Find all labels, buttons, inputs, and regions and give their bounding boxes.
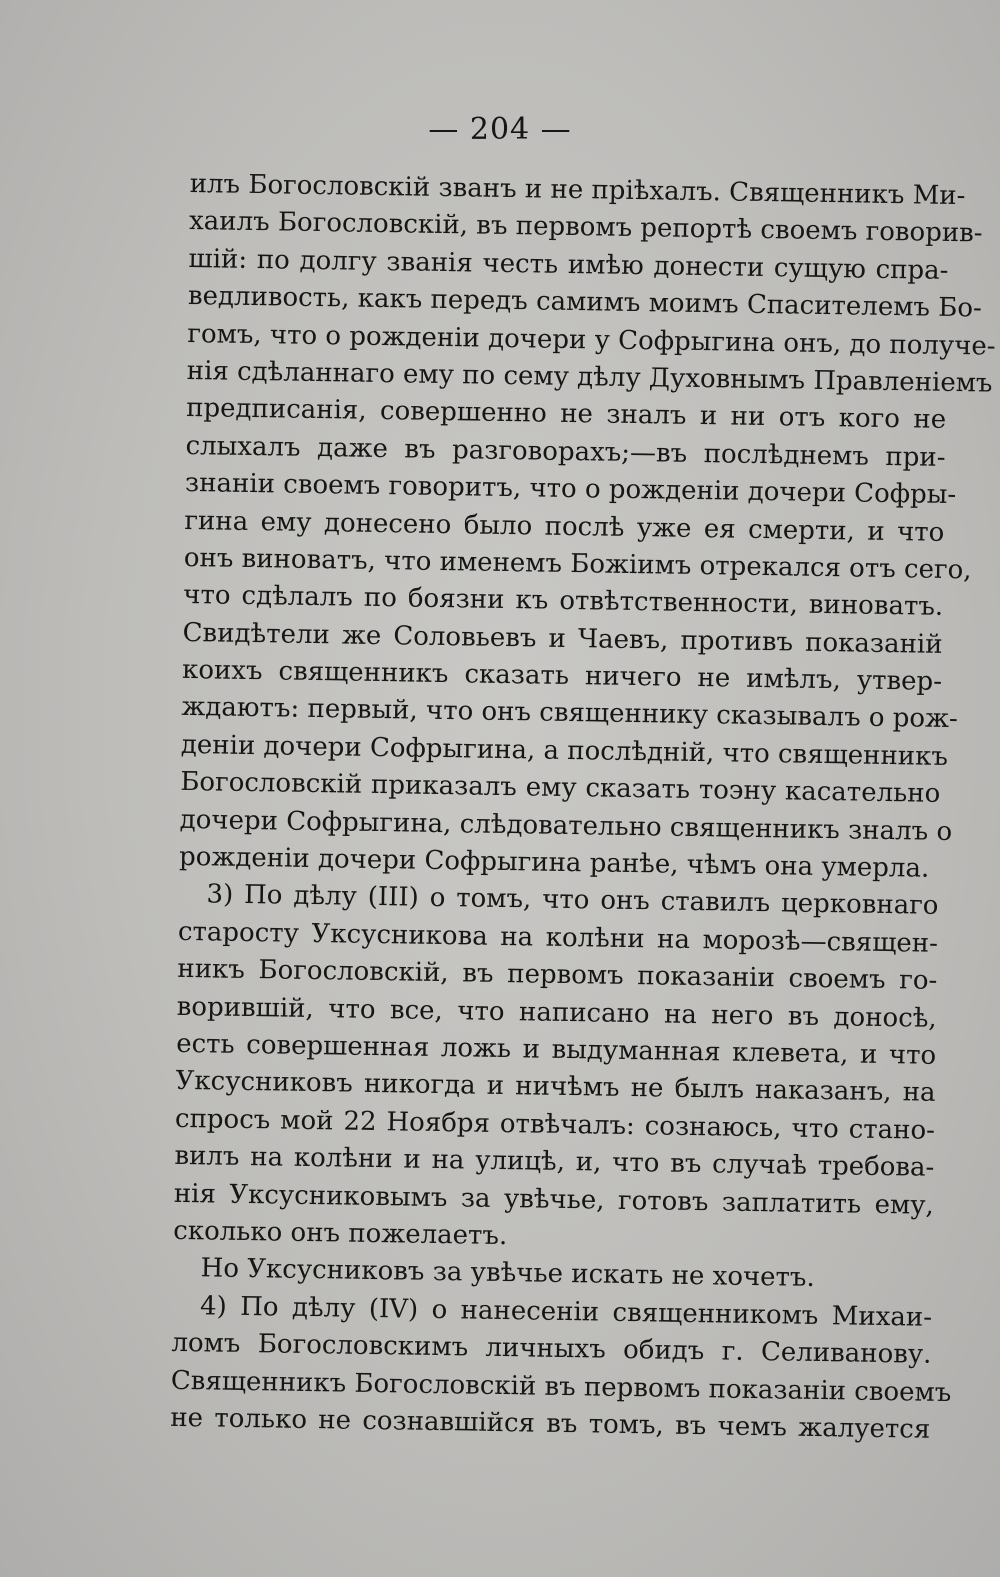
text-line: рожденіи дочери Софрыгина ранѣе, чѣмъ она умерла. [178, 841, 930, 884]
text-line: гомъ, что о рожденіи дочери у Софрыгина онъ, до получе- [187, 318, 996, 362]
text-line: ждаютъ: первый, что онъ священнику сказывалъ о рож- [181, 692, 959, 735]
text-line: Уксусниковъ никогда и ничѣмъ не былъ наказанъ, на [175, 1066, 936, 1109]
text-line: ломъ Богословскимъ личныхъ обидъ г. Селиванову. [171, 1327, 932, 1370]
text-line: вилъ на колѣни и на улицѣ, и, что въ случаѣ требова- [174, 1141, 935, 1183]
text-line: сколько онъ пожелаетъ. [173, 1215, 508, 1252]
text-line: ведливость, какъ передъ самимъ моимъ Спасителемъ Бо- [187, 281, 983, 324]
text-line: Богословскій приказалъ ему сказать тоэну касательно [180, 767, 941, 810]
text-line: дочери Софрыгина, слѣдовательно священникъ зналъ о [179, 804, 953, 847]
text-line: шій: по долгу званія честь имѣю донести сущую спра- [188, 243, 949, 286]
text-line: коихъ священникъ сказать ничего не имѣлъ, утвер- [181, 655, 943, 697]
text-line: предписанія, совершенно не зналъ и ни отъ кого не [185, 393, 947, 436]
body-text [170, 166, 996, 1449]
text-line: ворившій, что все, что написано на него въ доносѣ, [176, 991, 937, 1034]
text-line: хаилъ Богословскій, въ первомъ репортѣ своемъ говорив- [188, 206, 983, 249]
text-line: нія сдѣланнаго ему по сему дѣлу Духовнымъ Правленіемъ [186, 355, 993, 399]
text-line: Священникъ Богословскій въ первомъ показаніи своемъ [170, 1365, 952, 1408]
text-line: спросъ мой 22 Ноября отвѣчалъ: сознаюсь, что стано- [174, 1103, 936, 1146]
page-number: — 204 — [428, 112, 572, 147]
text-line: не только не сознавшійся въ томъ, въ чемъ жалуется [170, 1402, 931, 1445]
text-line: 3) По дѣлу (III) о томъ, что онъ ставилъ церковнаго [206, 879, 939, 922]
text-line: знаніи своемъ говоритъ, что о рожденіи дочери Софры- [184, 468, 957, 511]
text-line: онъ виноватъ, что именемъ Божіимъ отрекался отъ сего, [183, 542, 972, 586]
text-line: старосту Уксусникова на колѣни на морозѣ—священ- [177, 916, 939, 959]
text-line: есть совершенная ложь и выдуманная клевета, и что [175, 1028, 937, 1071]
text-line: слыхалъ даже въ разговорахъ;—въ послѣднемъ при- [185, 430, 946, 473]
text-line: что сдѣлалъ по боязни къ отвѣтственности, виноватъ. [183, 580, 944, 623]
text-line: Но Уксусниковъ за увѣчье искать не хочетъ. [200, 1253, 815, 1294]
text-line: нія Уксусниковымъ за увѣчье, готовъ заплатить ему, [173, 1178, 935, 1221]
text-line: илъ Богословскій званъ и не пріѣхалъ. Священникъ Ми- [189, 168, 966, 212]
text-line: никъ Богословскій, въ первомъ показаніи своемъ го- [177, 954, 938, 997]
text-line: 4) По дѣлу (IV) о нанесеніи священникомъ Михаи- [199, 1291, 933, 1333]
text-line: гина ему донесено было послѣ уже ея смерти, и что [184, 505, 945, 548]
text-line: Свидѣтели же Соловьевъ и Чаевъ, противъ показаній [182, 617, 943, 660]
text-line: деніи дочери Софрыгина, а послѣдній, что священникъ [180, 729, 949, 772]
